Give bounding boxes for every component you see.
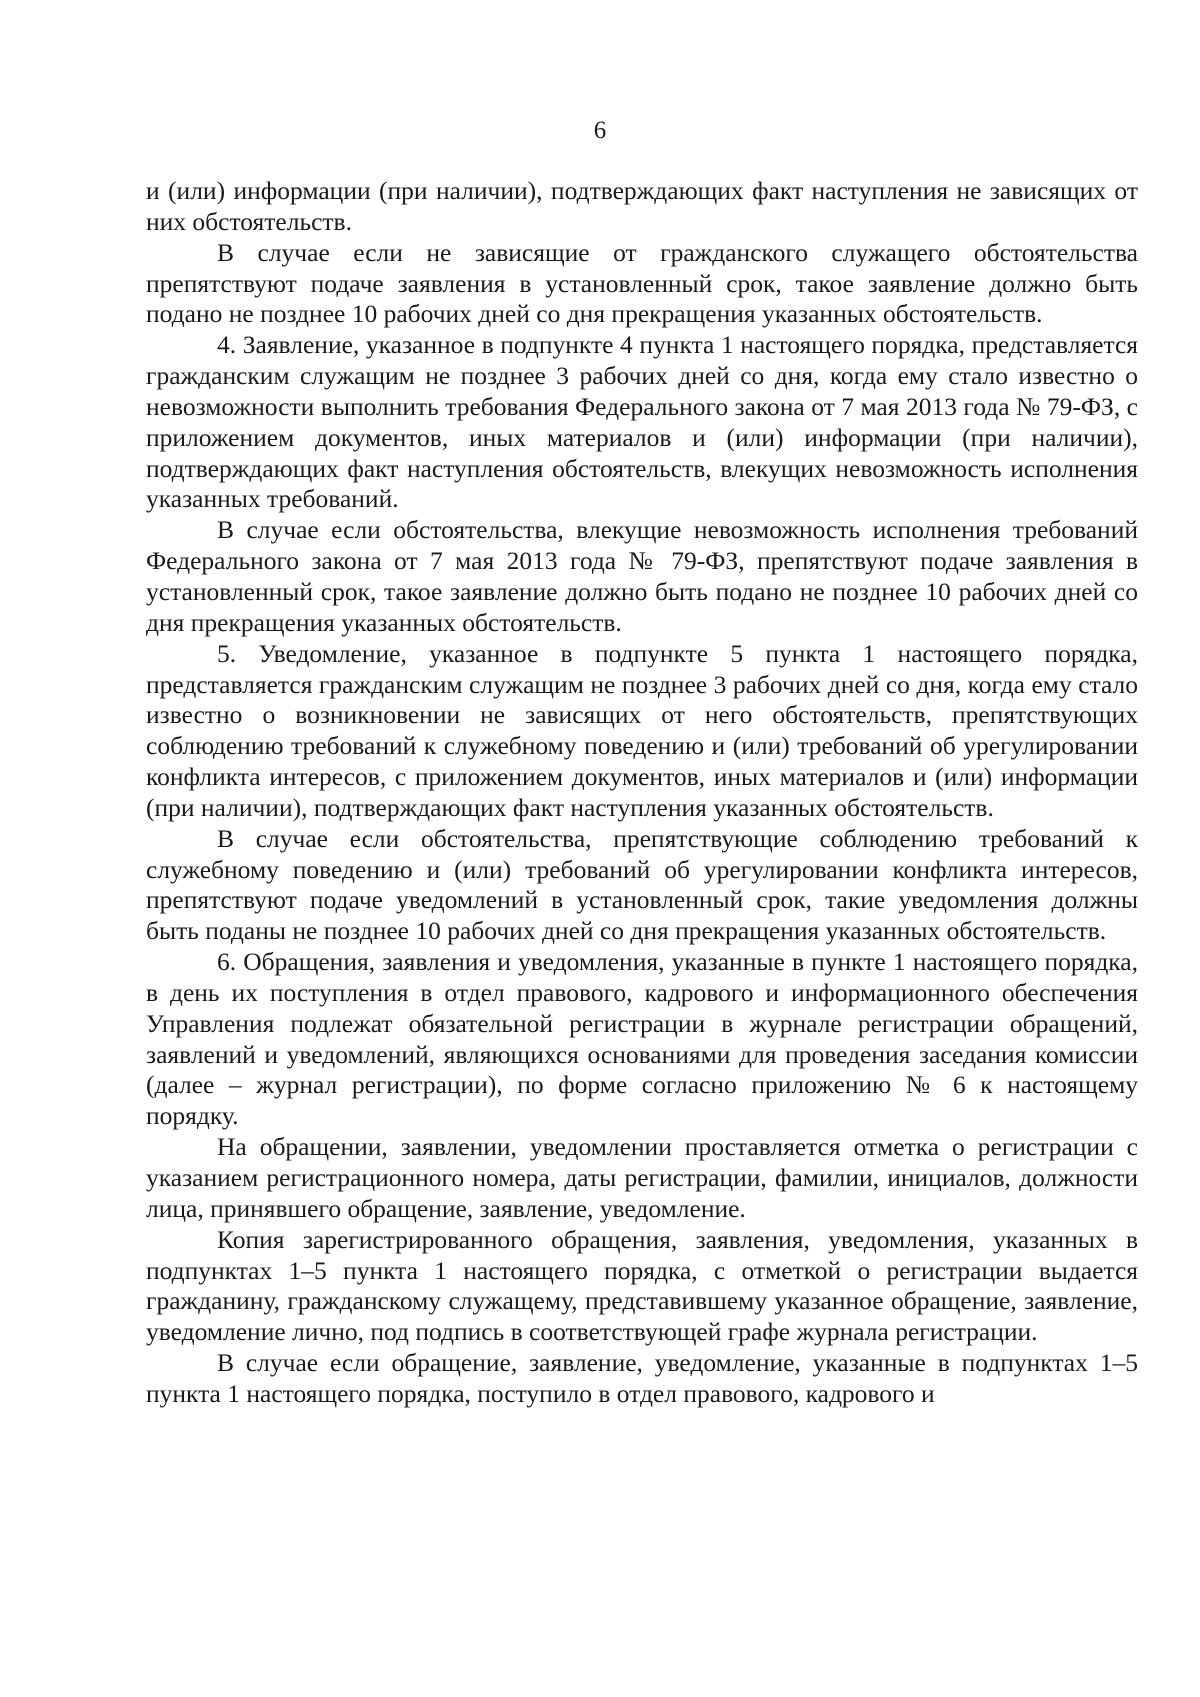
paragraph: В случае если обращение, заявление, уведомление, указанные в подпунктах 1–5 пункта 1 настоящего порядка, поступило в отдел правового, кадрового и [146, 1348, 1138, 1408]
page-number: 6 [593, 117, 607, 144]
paragraph: В случае если обстоятельства, влекущие невозможность исполнения требований Федерального закона от 7 мая 2013 года № 79-ФЗ, препятствуют подаче заявления в установленный срок, такое заявление должно быть подано не позднее 10 рабочих дней со дня прекращения указанных обстоятельств. [146, 515, 1138, 637]
paragraph: и (или) информации (при наличии), подтверждающих факт наступления не зависящих от них обстоятельств. [146, 176, 1138, 236]
paragraph: 5. Уведомление, указанное в подпункте 5 пункта 1 настоящего порядка, представляется гражданским служащим не позднее 3 рабочих дней со дня, когда ему стало известно о возникновении не зависящих от него обстоятельств, препятствующих соблюдению требований к служебному поведению и (или) требований об урегулировании конфликта интересов, с приложением документов, иных материалов и (или) информации (при наличии), подтверждающих факт наступления указанных обстоятельств. [146, 638, 1138, 822]
paragraph: В случае если обстоятельства, препятствующие соблюдению требований к служебному поведению и (или) требований об урегулировании конфликта интересов, препятствуют подаче уведомлений в установленный срок, такие уведомления должны быть поданы не позднее 10 рабочих дней со дня прекращения указанных обстоятельств. [146, 823, 1138, 946]
paragraph: В случае если не зависящие от гражданского служащего обстоятельства препятствуют подаче заявления в установленный срок, такое заявление должно быть подано не позднее 10 рабочих дней со дня прекращения указанных обстоятельств. [146, 237, 1138, 329]
paragraph: Копия зарегистрированного обращения, заявления, уведомления, указанных в подпунктах 1–5 пункта 1 настоящего порядка, с отметкой о регистрации выдается гражданину, гражданскому служащему, представившему указанное обращение, заявление, уведомление лично, под подпись в соответствующей графе журнала регистрации. [146, 1224, 1138, 1347]
document-body [146, 176, 1138, 1410]
paragraph: На обращении, заявлении, уведомлении проставляется отметка о регистрации с указанием регистрационного номера, даты регистрации, фамилии, инициалов, должности лица, принявшего обращение, заявление, уведомление. [146, 1132, 1138, 1223]
paragraph: 6. Обращения, заявления и уведомления, указанные в пункте 1 настоящего порядка, в день их поступления в отдел правового, кадрового и информационного обеспечения Управления подлежат обязательной регистрации в журнале регистрации обращений, заявлений и уведомлений, являющихся основаниями для проведения заседания комиссии (далее – журнал регистрации), по форме согласно приложению № 6 к настоящему порядку. [146, 947, 1138, 1131]
paragraph: 4. Заявление, указанное в подпункте 4 пункта 1 настоящего порядка, представляется гражданским служащим не позднее 3 рабочих дней со дня, когда ему стало известно о невозможности выполнить требования Федерального закона от 7 мая 2013 года № 79-ФЗ, с приложением документов, иных материалов и (или) информации (при наличии), подтверждающих факт наступления обстоятельств, влекущих невозможность исполнения указанных требований. [146, 330, 1138, 514]
